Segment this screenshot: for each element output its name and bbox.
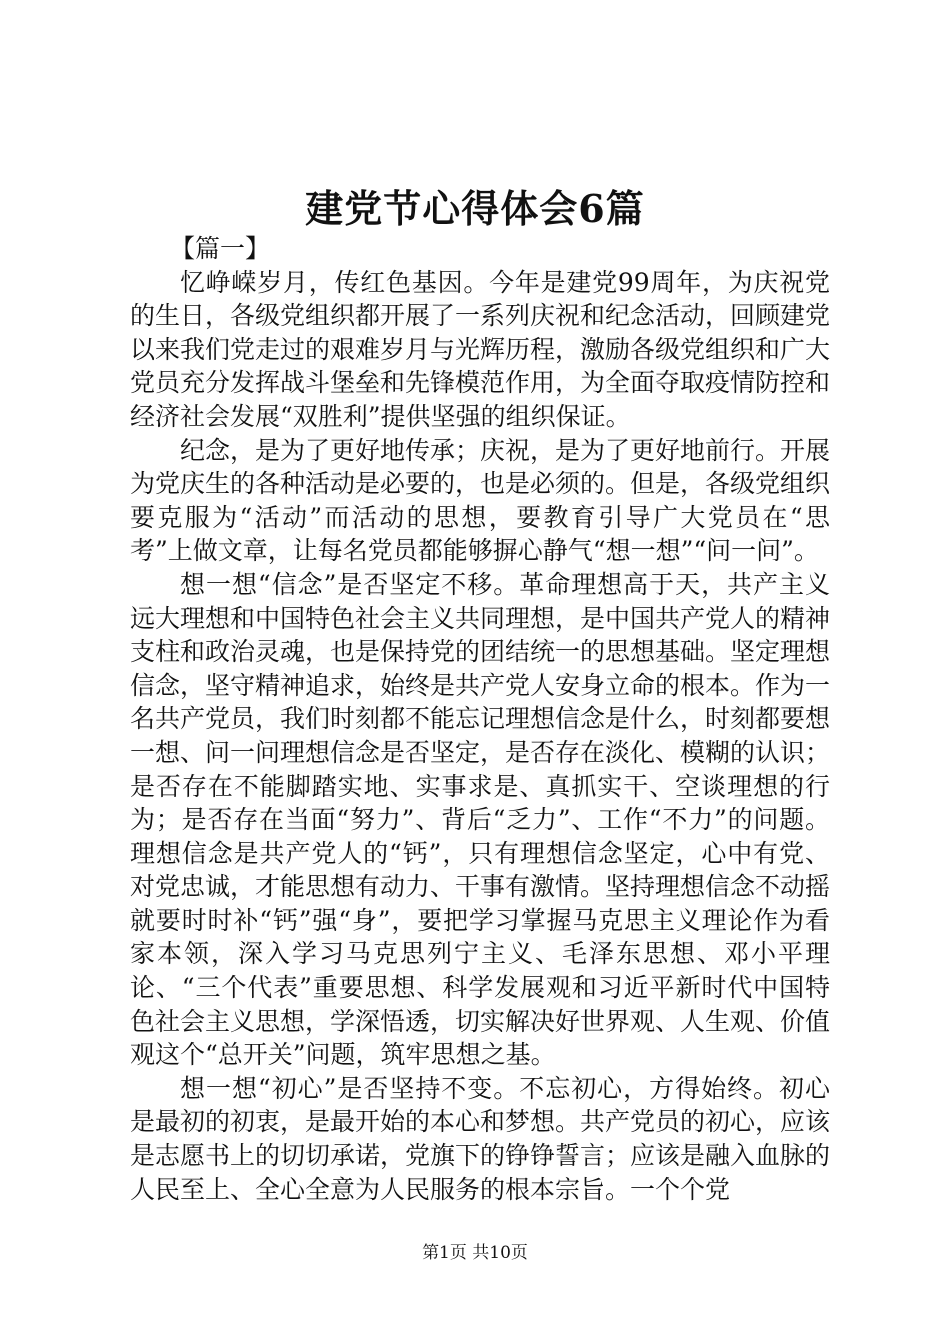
paragraph-4: 想一想“初心”是否坚持不变。不忘初心，方得始终。初心是最初的初衷，是最开始的本心和梦想。共产党员的初心，应该是志愿书上的切切承诺，党旗下的铮铮誓言；应该是融入血脉的人民至上、全心全意为人民服务的根本宗旨。一个个党 (130, 1073, 831, 1204)
paragraph-2: 纪念，是为了更好地传承；庆祝，是为了更好地前行。开展为党庆生的各种活动是必要的，也是必须的。但是，各级党组织要克服为“活动”而活动的思想，要教育引导广大党员在“思考”上做文章，让每名党员都能够摒心静气“想一想”“问一问”。 (130, 435, 831, 566)
document-title: 建党节心得体会6篇 (305, 186, 645, 231)
section-label: 【篇一】 (170, 234, 271, 263)
page-number-footer: 第1页 共10页 (422, 1243, 528, 1263)
paragraph-1: 忆峥嵘岁月，传红色基因。今年是建党99周年，为庆祝党的生日，各级党组织都开展了一系列庆祝和纪念活动，回顾建党以来我们党走过的艰难岁月与光辉历程，激励各级党组织和广大党员充分发挥战斗堡垒和先锋模范作用，为全面夺取疫情防控和经济社会发展“双胜利”提供坚强的组织保证。 (130, 267, 831, 431)
paragraph-3: 想一想“信念”是否坚定不移。革命理想高于天，共产主义远大理想和中国特色社会主义共同理想，是中国共产党人的精神支柱和政治灵魂，也是保持党的团结统一的思想基础。坚定理想信念，坚守精神追求，始终是共产党人安身立命的根本。作为一名共产党员，我们时刻都不能忘记理想信念是什么，时刻都要想一想、问一问理想信念是否坚定，是否存在淡化、模糊的认识；是否存在不能脚踏实地、实事求是、真抓实干、空谈理想的行为；是否存在当面“努力”、背后“乏力”、工作“不力”的问题。理想信念是共产党人的“钙”，只有理想信念坚定，心中有党、对党忠诚，才能思想有动力、干事有激情。坚持理想信念不动摇就要时时补“钙”强“身”，要把学习掌握马克思主义理论作为看家本领，深入学习马克思列宁主义、毛泽东思想、邓小平理论、“三个代表”重要思想、科学发展观和习近平新时代中国特色社会主义思想，学深悟透，切实解决好世界观、人生观、价值观这个“总开关”问题，筑牢思想之基。 (130, 569, 831, 1070)
document-body (130, 232, 830, 1206)
